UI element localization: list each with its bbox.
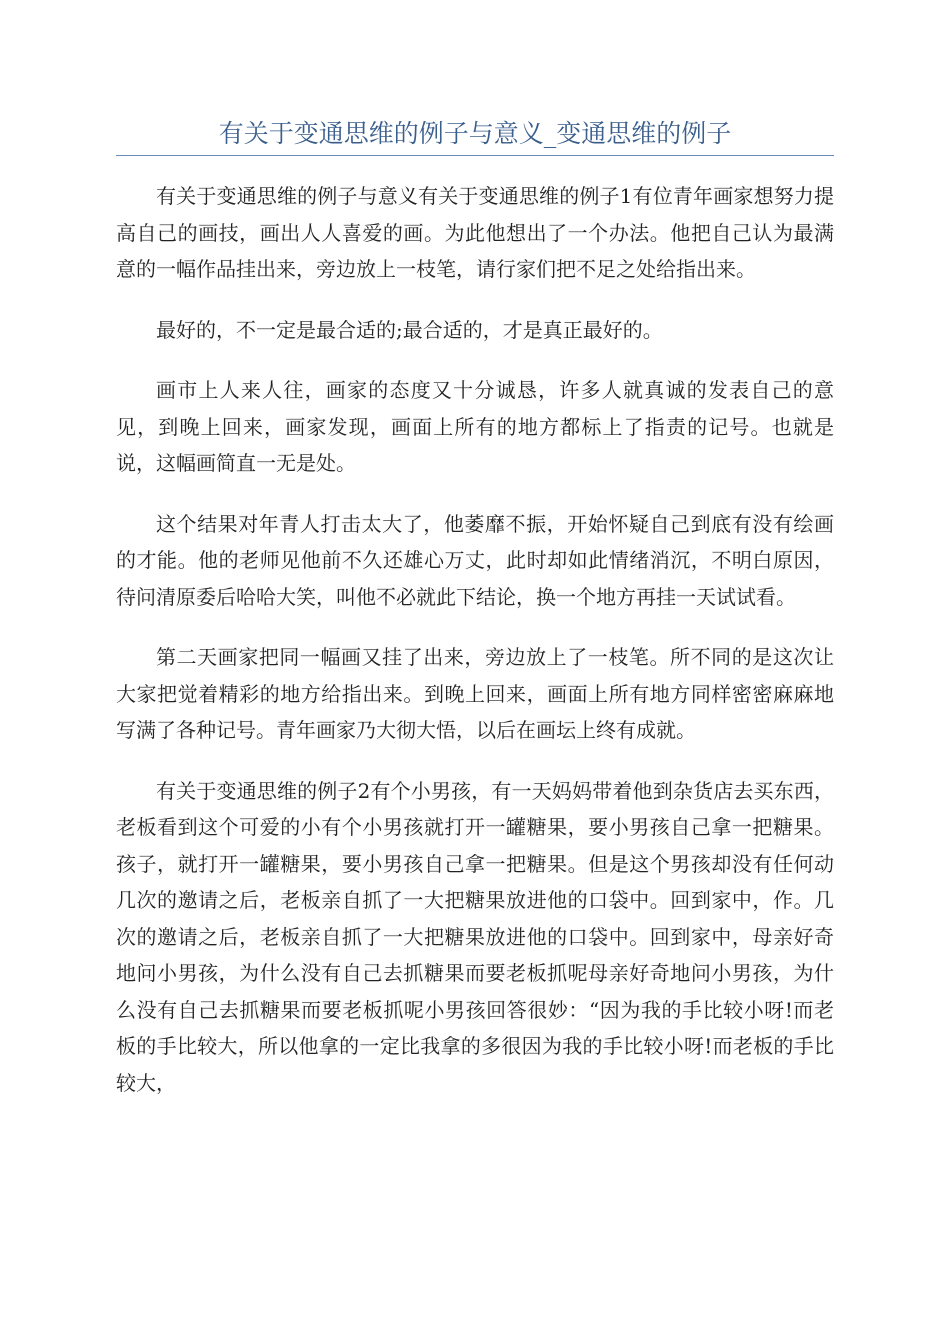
document-body xyxy=(116,178,834,1125)
paragraph-1: 有关于变通思维的例子与意义有关于变通思维的例子1有位青年画家想努力提高自己的画技，画出人人喜爱的画。为此他想出了一个办法。他把自己认为最满意的一幅作品挂出来，旁边放上一枝笔，请行家们把不足之处给指出来。 xyxy=(116,184,834,281)
title-underline xyxy=(116,155,834,156)
paragraph-6: 有关于变通思维的例子2有个小男孩，有一天妈妈带着他到杂货店去买东西，老板看到这个可爱的小有个小男孩就打开一罐糖果，要小男孩自己拿一把糖果。孩子，就打开一罐糖果，要小男孩自己拿一把糖果。但是这个男孩却没有任何动几次的邀请之后，老板亲自抓了一大把糖果放进他的口袋中。回到家中，作。几次的邀请之后，老板亲自抓了一大把糖果放进他的口袋中。回到家中，母亲好奇地问小男孩，为什么没有自己去抓糖果而要老板抓呢母亲好奇地问小男孩，为什么没有自己去抓糖果而要老板抓呢小男孩回答很妙：“因为我的手比较小呀!而老板的手比较大，所以他拿的一定比我拿的多很因为我的手比较小呀!而老板的手比较大， xyxy=(116,778,834,1095)
paragraph-3: 画市上人来人往，画家的态度又十分诚恳，许多人就真诚的发表自己的意见，到晚上回来，画家发现，画面上所有的地方都标上了指责的记号。也就是说，这幅画简直一无是处。 xyxy=(116,378,834,475)
paragraph-5: 第二天画家把同一幅画又挂了出来，旁边放上了一枝笔。所不同的是这次让大家把觉着精彩的地方给指出来。到晚上回来，画面上所有地方同样密密麻麻地写满了各种记号。青年画家乃大彻大悟，以后在画坛上终有成就。 xyxy=(116,645,834,742)
document-title: 有关于变通思维的例子与意义_变通思维的例子 xyxy=(218,119,732,148)
paragraph-4: 这个结果对年青人打击太大了，他萎靡不振，开始怀疑自己到底有没有绘画的才能。他的老师见他前不久还雄心万丈，此时却如此情绪消沉，不明白原因，待问清原委后哈哈大笑，叫他不必就此下结论，换一个地方再挂一天试试看。 xyxy=(116,511,834,609)
paragraph-2: 最好的，不一定是最合适的;最合适的，才是真正最好的。 xyxy=(156,317,663,342)
